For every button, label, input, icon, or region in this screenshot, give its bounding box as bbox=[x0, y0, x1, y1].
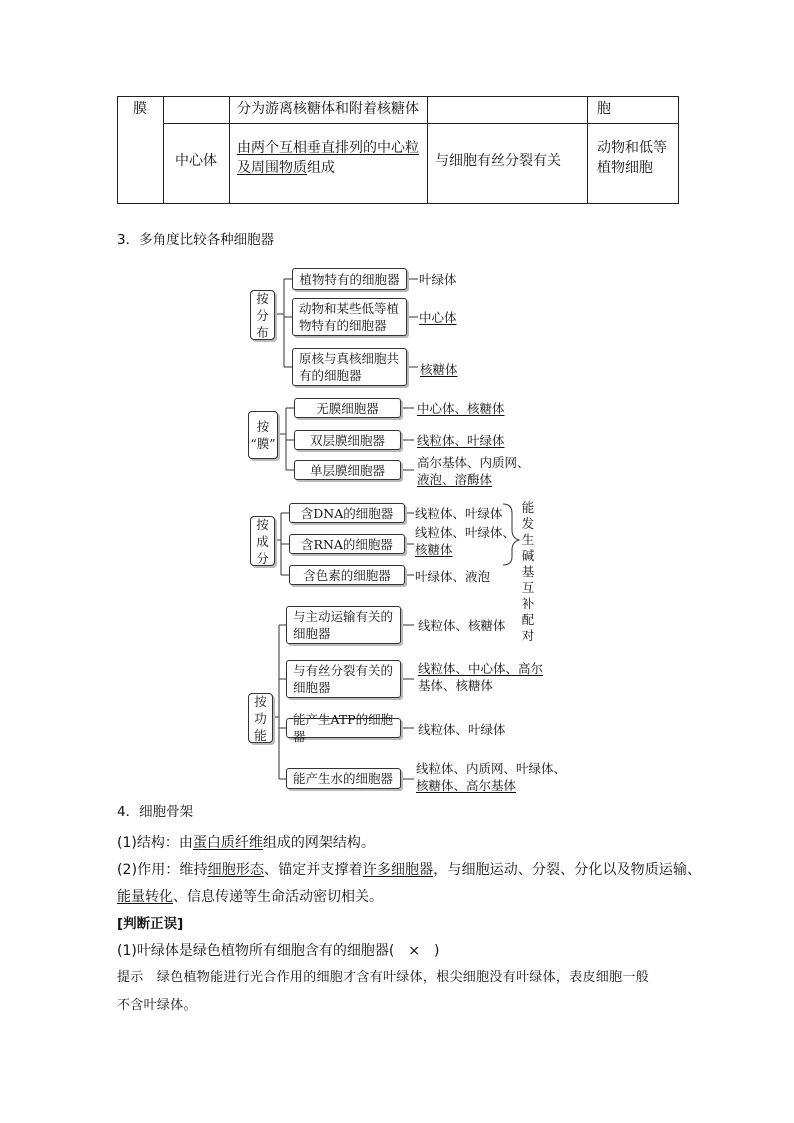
section-4-title: 4．细胞骨架 bbox=[117, 804, 194, 820]
box-plant-specific: 植物特有的细胞器 bbox=[292, 268, 407, 290]
result-contains-dna: 线粒体、叶绿体 bbox=[415, 506, 503, 521]
judge-hint-line-1: 提示 绿色植物能进行光合作用的细胞才含有叶绿体，根尖细胞没有叶绿体，表皮细胞一般 bbox=[117, 970, 650, 985]
table-cell-membrane: 膜 bbox=[133, 101, 147, 117]
result-produce-water: 线粒体、内质网、叶绿体、 核糖体、高尔基体 bbox=[416, 761, 567, 793]
cytoskeleton-function: (2)作用：维持细胞形态、锚定并支撑着许多细胞器，与细胞运动、分裂、分化以及物质运输、 bbox=[117, 862, 702, 878]
box-mitosis: 与有丝分裂有关的 细胞器 bbox=[286, 660, 401, 698]
result-active-transport: 线粒体、核糖体 bbox=[418, 618, 506, 633]
cytoskeleton-structure: (1)结构：由蛋白质纤维组成的网架结构。 bbox=[117, 835, 375, 851]
box-active-transport: 与主动运输有关的 细胞器 bbox=[286, 606, 401, 644]
result-prokaryote-eukaryote: 核糖体 bbox=[420, 362, 458, 377]
result-animal-lower-plant: 中心体 bbox=[419, 310, 457, 325]
note-base-pairing: 能发 生碱 基互 补配 对 bbox=[521, 500, 535, 643]
box-no-membrane: 无膜细胞器 bbox=[294, 398, 401, 418]
box-contains-pigment: 含色素的细胞器 bbox=[289, 565, 405, 585]
box-contains-rna: 含RNA的细胞器 bbox=[289, 534, 405, 554]
table-cell-ribosome-desc: 分为游离核糖体和附着核糖体 bbox=[237, 101, 419, 117]
result-produce-atp: 线粒体、叶绿体 bbox=[418, 722, 506, 737]
box-produce-atp: 能产生ATP的细胞器 bbox=[286, 718, 401, 738]
table-cell-centrosome-function: 与细胞有丝分裂有关 bbox=[435, 153, 561, 169]
group-by-function-label: 按 功 能 bbox=[248, 693, 273, 743]
group-by-composition-label: 按 成 分 bbox=[250, 516, 275, 566]
group-by-distribution-label: 按 分 布 bbox=[250, 290, 275, 340]
box-double-membrane: 双层膜细胞器 bbox=[294, 430, 401, 450]
box-single-membrane: 单层膜细胞器 bbox=[294, 460, 401, 480]
result-double-membrane: 线粒体、叶绿体 bbox=[417, 433, 505, 448]
table-cell-centrosome-structure: 由两个互相垂直排列的中心粒 及周围物质组成 bbox=[237, 140, 419, 176]
table-cell-cell: 胞 bbox=[597, 101, 611, 117]
judge-question-1: (1)叶绿体是绿色植物所有细胞含有的细胞器( × ) bbox=[117, 943, 440, 959]
result-mitosis: 线粒体、中心体、高尔 基体、核糖体 bbox=[418, 661, 544, 693]
judge-hint-line-2: 不含叶绿体。 bbox=[117, 998, 197, 1013]
group-by-membrane-label: 按 “膜” bbox=[248, 411, 278, 459]
result-contains-pigment: 叶绿体、液泡 bbox=[415, 569, 491, 584]
box-contains-dna: 含DNA的细胞器 bbox=[289, 503, 405, 523]
judge-title: [判断正误] bbox=[117, 916, 184, 932]
box-animal-lower-plant: 动物和某些低等植 物特有的细胞器 bbox=[292, 298, 407, 336]
table-cell-centrosome-distribution: 动物和低等 植物细胞 bbox=[597, 140, 667, 176]
box-prokaryote-eukaryote: 原核与真核细胞共 有的细胞器 bbox=[292, 348, 407, 386]
result-contains-rna: 线粒体、叶绿体、 核糖体 bbox=[415, 525, 516, 557]
box-produce-water: 能产生水的细胞器 bbox=[286, 768, 401, 789]
result-plant-specific: 叶绿体 bbox=[419, 272, 457, 287]
table-cell-centrosome: 中心体 bbox=[175, 153, 217, 169]
cytoskeleton-function-cont: 能量转化、信息传递等生命活动密切相关。 bbox=[117, 889, 383, 905]
result-no-membrane: 中心体、核糖体 bbox=[417, 401, 505, 416]
section-3-title: 3．多角度比较各种细胞器 bbox=[117, 232, 275, 248]
result-single-membrane: 高尔基体、内质网、 液泡、溶酶体 bbox=[417, 455, 530, 487]
